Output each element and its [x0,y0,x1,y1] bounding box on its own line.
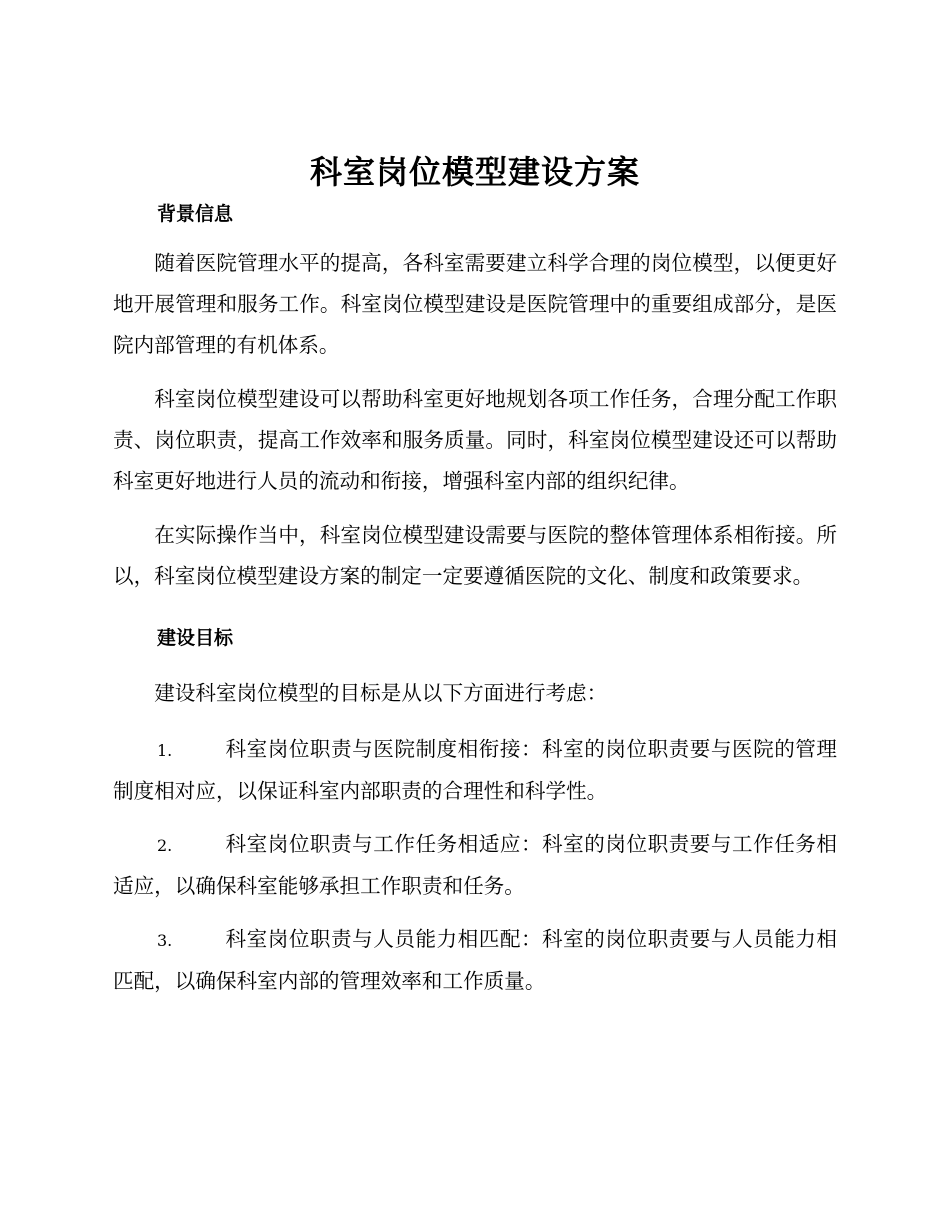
document-page [113,150,837,1002]
list-item [113,729,837,812]
paragraph: 随着医院管理水平的提高，各科室需要建立科学合理的岗位模型，以便更好地开展管理和服务工作。科室岗位模型建设是医院管理中的重要组成部分，是医院内部管理的有机体系。 [113,251,837,357]
list-item-number: 3. [157,931,173,950]
list-item-text: 科室岗位职责与工作任务相适应：科室的岗位职责要与工作任务相适应，以确保科室能够承担工作职责和任务。 [113,832,837,898]
paragraph: 在实际操作当中，科室岗位模型建设需要与医院的整体管理体系相衔接。所以，科室岗位模型建设方案的制定一定要遵循医院的文化、制度和政策要求。 [113,523,837,588]
list-item-text: 科室岗位职责与医院制度相衔接：科室的岗位职责要与医院的管理制度相对应，以保证科室内部职责的合理性和科学性。 [113,737,837,803]
paragraph-intro: 建设科室岗位模型的目标是从以下方面进行考虑： [154,681,608,705]
paragraph: 科室岗位模型建设可以帮助科室更好地规划各项工作任务，合理分配工作职责、岗位职责，提高工作效率和服务质量。同时，科室岗位模型建设还可以帮助科室更好地进行人员的流动和衔接，增强科室内部的组织纪律。 [113,387,837,493]
document-title: 科室岗位模型建设方案 [309,153,640,191]
list-item [113,824,837,907]
list-item-text: 科室岗位职责与人员能力相匹配：科室的岗位职责要与人员能力相匹配，以确保科室内部的管理效率和工作质量。 [113,927,837,993]
section-heading-background: 背景信息 [157,203,234,225]
list-item-number: 1. [157,741,173,760]
section-heading-goals: 建设目标 [157,627,234,649]
list-item [113,919,837,1002]
list-item-number: 2. [157,836,173,855]
